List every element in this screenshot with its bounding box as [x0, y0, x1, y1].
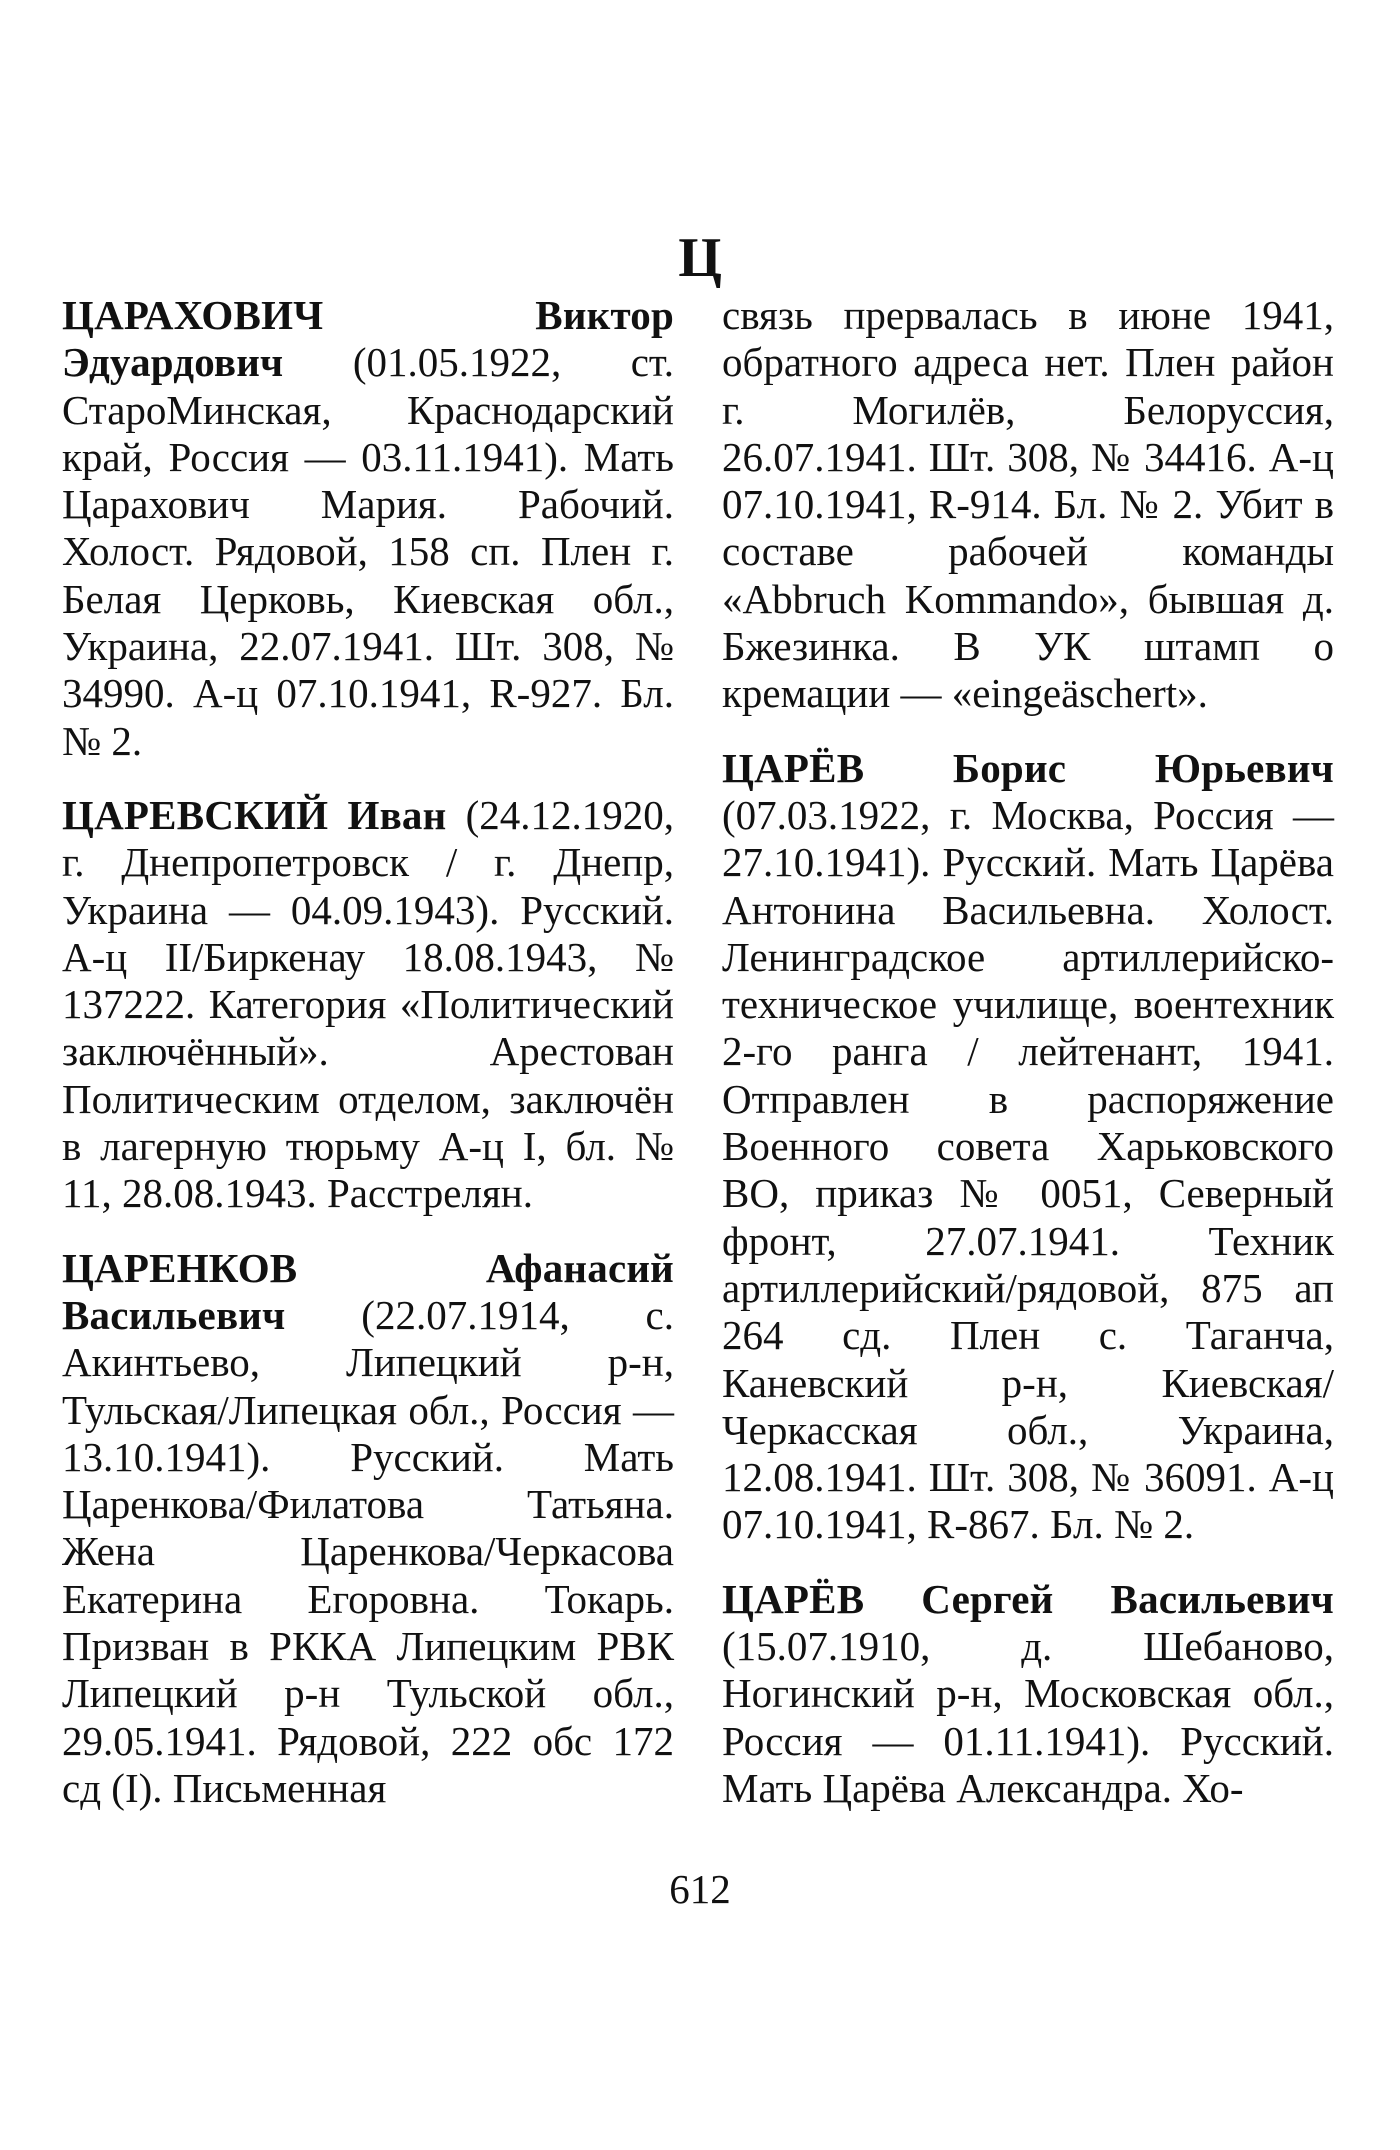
biography-entry: [722, 1576, 1334, 1812]
biography-entry: [722, 745, 1334, 1549]
entry-name: ЦАРАХОВИЧ Виктор Эдуардович: [62, 292, 674, 386]
right-column: [722, 292, 1334, 1839]
section-letter-heading: Ц: [678, 227, 722, 289]
left-column: [62, 292, 674, 1839]
entry-text: (15.07.1910, д. Шебаново, Ногинский р-н, Московская обл., Россия — 01.11.1941). Русский. Мать Царёва Александра. Хо-: [722, 1623, 1334, 1811]
biography-entry: [62, 792, 674, 1218]
entry-text: (24.12.1920, г. Днепропетровск / г. Днепр, Украина — 04.09.1943). Русский. А-ц II/Биркенау 18.08.1943, № 137222. Категория «Политический заключённый». Арестован Политическим отделом, заключён в лагерную тюрьму А-ц I, бл. № 11, 28.08.1943. Расстрелян.: [62, 791, 674, 1217]
entry-text: связь прервалась в июне 1941, обратного адреса нет. Плен район г. Могилёв, Белоруссия, 26.07.1941. Шт. 308, № 34416. А-ц 07.10.1941, R-914. Бл. № 2. Убит в составе рабочей команды «Abbruch Kommando», бывшая д. Бжезинка. В УК штамп о кремации — «eingeäschert».: [722, 292, 1334, 717]
entry-text: (01.05.1922, ст. СтароМинская, Краснодарский край, Россия — 03.11.1941). Мать Царахович Мария. Рабочий. Холост. Рядовой, 158 сп. Плен г. Белая Церковь, Киевская обл., Украина, 22.07.1941. Шт. 308, № 34990. А-ц 07.10.1941, R-927. Бл. № 2.: [62, 339, 674, 764]
biography-entry: [62, 1245, 674, 1813]
entry-text: (22.07.1914, с. Акинтьево, Липецкий р-н, Тульская/Липецкая обл., Россия — 13.10.1941). Русский. Мать Царенкова/Филатова Татьяна. Жена Царенкова/Черкасова Екатерина Егоровна. Токарь. Призван в РККА Липецким РВК Липецкий р-н Тульской обл., 29.05.1941. Рядовой, 222 обс 172 сд (I). Письменная: [62, 1291, 674, 1811]
entry-name: ЦАРЁВ Борис Юрьевич: [722, 744, 1334, 791]
page-number: 612: [669, 1866, 731, 1912]
entry-name: ЦАРЕВСКИЙ Иван: [62, 791, 447, 838]
entry-text: (07.03.1922, г. Москва, Россия — 27.10.1941). Русский. Мать Царёва Антонина Васильевна. Холост. Ленинградское артиллерийско-техническое училище, воентехник 2-го ранга / лейтенант, 1941. Отправлен в распоряжение Военного совета Харьковского ВО, приказ № 0051, Северный фронт, 27.07.1941. Техник артиллерийский/рядовой, 875 ап 264 сд. Плен с. Таганча, Каневский р-н, Киевская/Черкасская обл., Украина, 12.08.1941. Шт. 308, № 36091. А-ц 07.10.1941, R-867. Бл. № 2.: [722, 791, 1334, 1548]
entry-name: ЦАРЁВ Сергей Васильевич: [722, 1575, 1334, 1622]
entry-name: ЦАРЕНКОВ Афанасий Васильевич: [62, 1244, 674, 1338]
biography-entry: [62, 292, 674, 765]
biography-entry-continuation: [722, 292, 1334, 718]
